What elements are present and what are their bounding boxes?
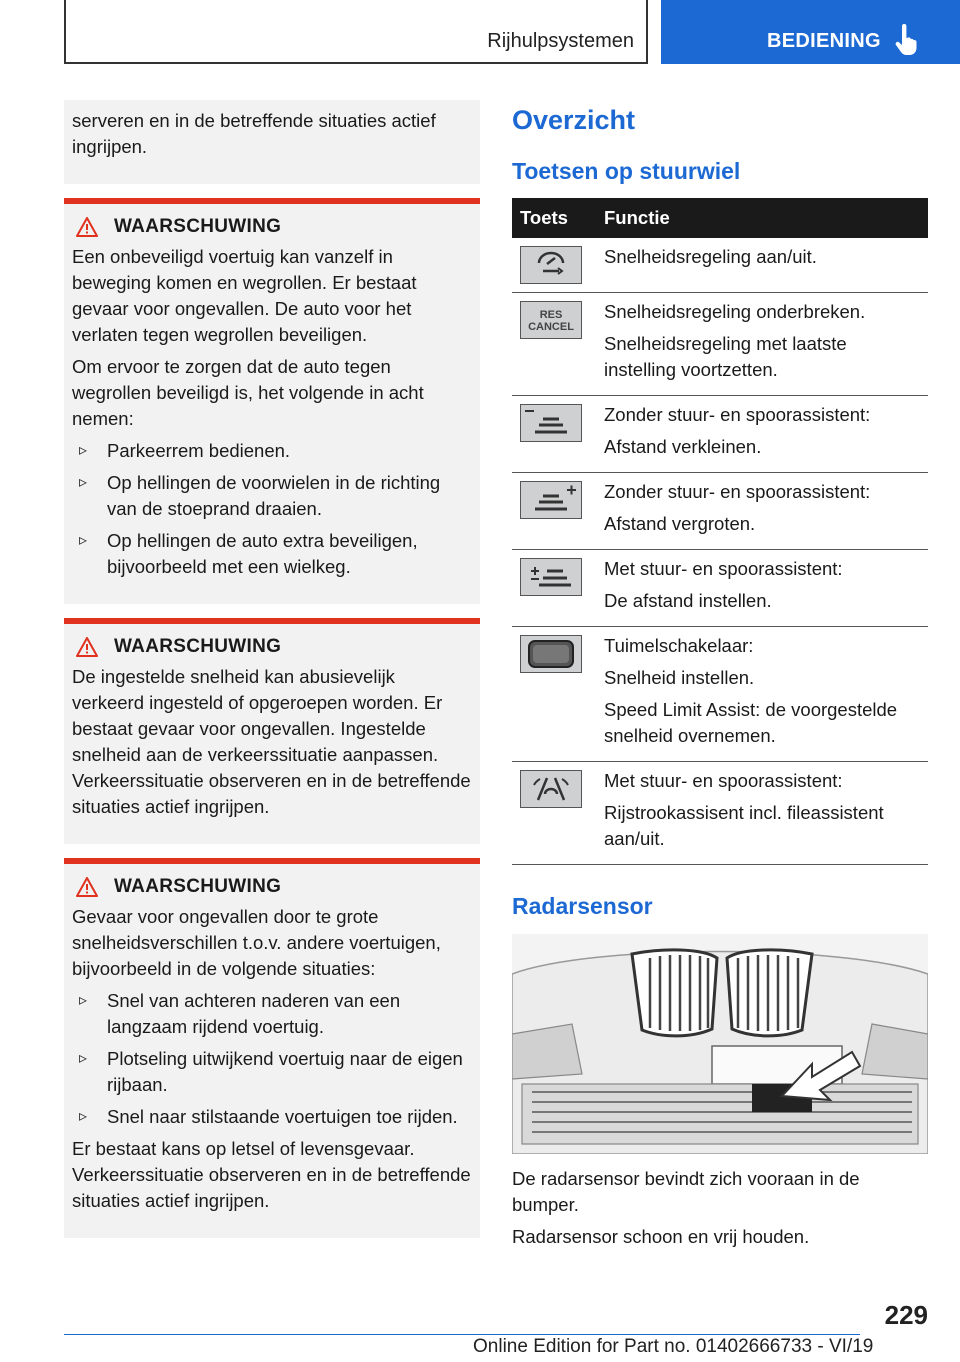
warning-triangle-icon bbox=[76, 877, 98, 897]
table-header-row bbox=[512, 198, 928, 238]
left-column bbox=[64, 100, 480, 1238]
buttons-table bbox=[512, 198, 928, 865]
list-item: ▹ Op hellingen de auto extra beveiligen, bijvoorbeeld met een wielkeg. bbox=[72, 528, 472, 580]
function-text: Zonder stuur- en spoorassistent: bbox=[604, 481, 871, 502]
warning-list bbox=[72, 438, 472, 580]
function-text: Snelheidsregeling aan/uit. bbox=[604, 246, 817, 267]
distance-plus-icon bbox=[520, 481, 582, 519]
radar-description: De radarsensor bevindt zich vooraan in de bumper. bbox=[512, 1168, 860, 1215]
section-title: Overzicht bbox=[512, 105, 636, 135]
res-cancel-icon: RES CANCEL bbox=[520, 301, 582, 339]
hand-pointer-icon bbox=[893, 24, 921, 56]
table-row bbox=[512, 238, 928, 293]
footer-divider bbox=[64, 1334, 860, 1335]
function-text: Snelheidsregeling met laatste instelling voortzetten. bbox=[604, 333, 847, 380]
warning-triangle-icon bbox=[76, 637, 98, 657]
warning-paragraph: De ingestelde snelheid kan abusievelijk verkeerd ingesteld of opgeroepen worden. Er bestaat gevaar voor ongevallen. Ingestelde snelheid aan de verkeerssituatie aanpassen. Verkeerssituatie observeren en in de betreffende situaties actief ingrijpen. bbox=[72, 666, 471, 817]
warning-box-1 bbox=[64, 198, 480, 604]
table-row bbox=[512, 293, 928, 396]
header-section-title: Rijhulpsystemen bbox=[487, 30, 634, 52]
function-text: Rijstrookassisent incl. fileassistent aan/uit. bbox=[604, 802, 884, 849]
table-row bbox=[512, 473, 928, 550]
distance-adjust-icon bbox=[520, 558, 582, 596]
warning-box-2 bbox=[64, 618, 480, 844]
table-row bbox=[512, 396, 928, 473]
warning-paragraph: Een onbeveiligd voertuig kan vanzelf in beweging komen en wegrollen. Er bestaat gevaar voor ongevallen. De auto voor het verlaten tegen wegrollen beveiligen. bbox=[72, 246, 417, 345]
warning-paragraph: Om ervoor te zorgen dat de auto tegen wegrollen beveiligd is, het volgende in acht nemen: bbox=[72, 356, 424, 429]
intro-box bbox=[64, 100, 480, 184]
lane-assistant-icon bbox=[520, 770, 582, 808]
rocker-switch-icon bbox=[520, 635, 582, 673]
warning-paragraph: Gevaar voor ongevallen door te grote snelheidsverschillen t.o.v. andere voertuigen, bijvoorbeeld in de volgende situaties: bbox=[72, 906, 441, 979]
list-item: ▹ Snel naar stilstaande voertuigen toe rijden. bbox=[72, 1104, 472, 1130]
warning-title: WAARSCHUWING bbox=[72, 214, 472, 240]
list-item: ▹ Snel van achteren naderen van een langzaam rijdend voertuig. bbox=[72, 988, 472, 1040]
radar-sensor-car-image bbox=[512, 934, 928, 1154]
table-row bbox=[512, 762, 928, 865]
function-text: Met stuur- en spoorassistent: bbox=[604, 558, 843, 579]
right-column bbox=[512, 100, 928, 1256]
function-text: Tuimelschakelaar: bbox=[604, 635, 754, 656]
table-header-functie: Functie bbox=[596, 198, 928, 238]
warning-triangle-icon bbox=[76, 217, 98, 237]
radar-instruction: Radarsensor schoon en vrij houden. bbox=[512, 1226, 810, 1247]
footer-edition: Online Edition for Part no. 01402666733 - VI/19 bbox=[473, 1336, 874, 1357]
table-row bbox=[512, 550, 928, 627]
table-row bbox=[512, 627, 928, 762]
section-subtitle: Toetsen op stuurwiel bbox=[512, 158, 741, 184]
cruise-control-on-off-icon bbox=[520, 246, 582, 284]
warning-title: WAARSCHUWING bbox=[72, 874, 472, 900]
function-text: Afstand vergroten. bbox=[604, 513, 756, 534]
page-number: 229 bbox=[884, 1300, 928, 1330]
list-item: ▹ Parkeerrem bedienen. bbox=[72, 438, 472, 464]
distance-minus-icon bbox=[520, 404, 582, 442]
function-text: Afstand verkleinen. bbox=[604, 436, 762, 457]
warning-paragraph: Er bestaat kans op letsel of levensgevaar. Verkeerssituatie observeren en in de betreffende situaties actief ingrijpen. bbox=[72, 1138, 471, 1211]
table-header-toets: Toets bbox=[512, 198, 596, 238]
function-text: Zonder stuur- en spoorassistent: bbox=[604, 404, 871, 425]
function-text: Speed Limit Assist: de voorgestelde snelheid overnemen. bbox=[604, 699, 898, 746]
list-item: ▹ Op hellingen de voorwielen in de richting van de stoeprand draaien. bbox=[72, 470, 472, 522]
function-text: De afstand instellen. bbox=[604, 590, 772, 611]
intro-text: serveren en in de betreffende situaties actief ingrijpen. bbox=[72, 110, 436, 157]
radar-title: Radarsensor bbox=[512, 893, 653, 919]
warning-box-3 bbox=[64, 858, 480, 1238]
function-text: Met stuur- en spoorassistent: bbox=[604, 770, 843, 791]
header-chapter-title: BEDIENING bbox=[767, 30, 881, 52]
warning-title: WAARSCHUWING bbox=[72, 634, 472, 660]
function-text: Snelheidsregeling onderbreken. bbox=[604, 301, 866, 322]
header-section-box bbox=[64, 0, 648, 64]
list-item: ▹ Plotseling uitwijkend voertuig naar de eigen rijbaan. bbox=[72, 1046, 472, 1098]
function-text: Snelheid instellen. bbox=[604, 667, 755, 688]
warning-list bbox=[72, 988, 472, 1130]
